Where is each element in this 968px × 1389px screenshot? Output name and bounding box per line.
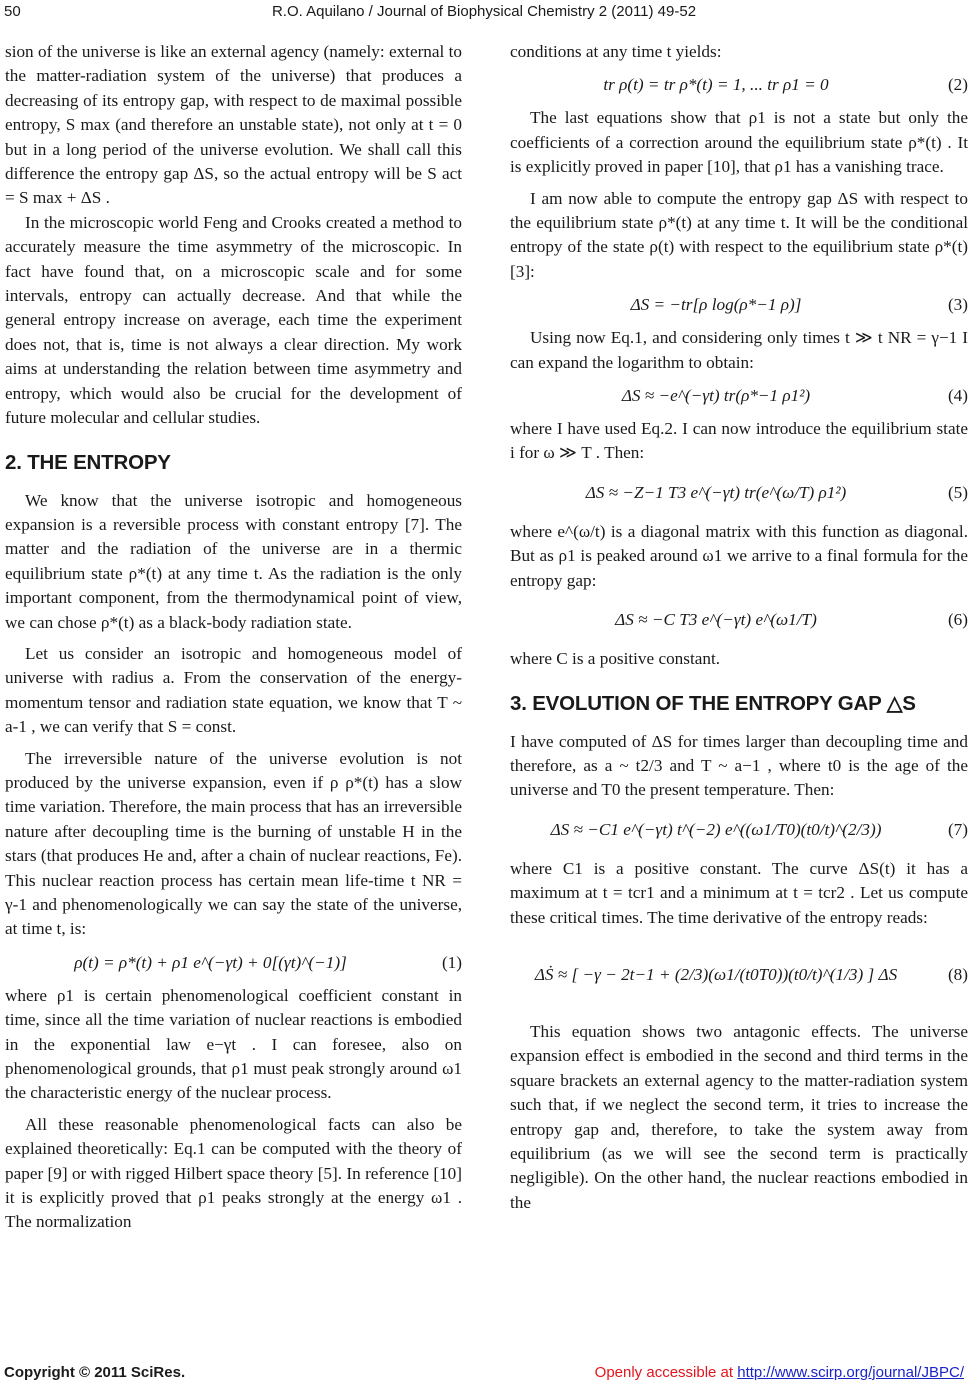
open-access-notice [595,1364,964,1381]
paragraph: The last equations show that ρ1 is not a state but only the coefficients of a correction around the equilibrium state ρ*(t) . It is explicitly proved in paper [10], that ρ1 has a vanishing trace. [510,108,968,177]
equation-6 [510,597,968,643]
equation-body: ρ(t) = ρ*(t) + ρ1 e^(−γt) + 0[(γt)^(−1)] [74,952,347,972]
equation-5 [510,470,968,516]
equation-body: ΔṠ ≈ [ −γ − 2t−1 + (2/3)(ω1/(t0T0))(t0/t)^(1/3) ] ΔS [534,964,898,984]
paragraph: where e^(ω/t) is a diagonal matrix with this function as diagonal. But as ρ1 is peaked around ω1 we arrive to a final formula for the entropy gap: [510,521,968,590]
equation-number: (3) [947,295,968,315]
equation-4 [510,379,968,413]
equation-number: (7) [947,819,968,839]
paragraph: The irreversible nature of the universe evolution is not produced by the universe expansion, even if ρ ρ*(t) has a slow time variation. Therefore, the main process that has an irreversible nature after decoupling time is the burning of unstable H in the stars (that produces He and, after a chain of nuclear reactions, Fe). This nuclear reaction process has certain mean life-time t NR = γ-1 and phenomenologically we can say the state of the universe, at time t, is: [5,748,462,939]
journal-title: R.O. Aquilano / Journal of Biophysical Chemistry 2 (2011) 49-52 [271,3,697,20]
paragraph: We know that the universe isotropic and homogeneous expansion is a reversible process with constant entropy [7]. The matter and the radiation of the universe are in a thermic equilibrium state ρ*(t) at any time t. As the radiation is the only important component, from the thermodynamical point of view, we can chose ρ*(t) as a black-body radiation state. [5,490,462,632]
paragraph: Let us consider an isotropic and homogeneous model of universe with radius a. From the conservation of the energy-momentum tensor and radiation state equation, we know that T ~ a-1 , we can verify that S = const. [5,643,462,737]
copyright-notice: Copyright © 2011 SciRes. [4,1364,186,1381]
equation-body: ΔS = −tr[ρ log(ρ*−1 ρ)] [630,295,802,315]
paragraph: where I have used Eq.2. I can now introduce the equilibrium state i for ω ≫ T . Then: [510,419,968,463]
paragraph: where ρ1 is certain phenomenological coefficient constant in time, since all the time variation of nuclear reactions is embodied in the exponential law e−γt . I can foresee, also on phenomenological grounds, that ρ1 must peak strongly around ω1 the characteristic energy of the nuclear process. [5,985,462,1103]
page-number: 50 [4,3,21,20]
equation-body: ΔS ≈ −Z−1 T3 e^(−γt) tr(e^(ω/T) ρ1²) [585,482,847,502]
equation-3 [510,288,968,322]
equation-7 [510,807,968,853]
paragraph: Using now Eq.1, and considering only times t ≫ t NR = γ−1 I can expand the logarithm to obtain: [510,328,968,372]
paragraph: In the microscopic world Feng and Crooks created a method to accurately measure the time asymmetry of the microscopic. In fact have found that, on a microscopic scale and for some intervals, entropy can actually decrease. And that while the general entropy increase on average, each time the experiment does not, that is, time is not always a clear direction. My work aims at understanding the relation between time asymmetry and entropy, which would also be crucial for the development of future molecular and cellular studies. [5,212,462,428]
journal-link[interactable]: http://www.scirp.org/journal/JBPC/ [737,1364,964,1381]
paragraph: where C is a positive constant. [510,649,721,669]
section-heading-entropy: 2. THE ENTROPY [5,450,171,474]
open-access-prefix: Openly accessible at [594,1364,738,1381]
paragraph: where C1 is a positive constant. The curve ΔS(t) it has a maximum at t = tcr1 and a minimum at t = tcr2 . Let us compute these critical times. The time derivative of the entropy reads: [510,858,968,927]
paragraph: sion of the universe is like an external agency (namely: external to the matter-radiation system of the universe) that produces a decreasing of its entropy gap, with respect to de maximal possible entropy, S max (and therefore an unstable state), not only at t = 0 but in a long period of the universe evolution. We shall call this difference the entropy gap ΔS, so the actual entropy will be S act = S max + ΔS . [5,42,462,208]
paragraph: I have computed of ΔS for times larger than decoupling time and therefore, as a ~ t2/3 and T ~ a−1 , where t0 is the age of the universe and T0 the present temperature. Then: [510,731,968,800]
equation-body: ΔS ≈ −e^(−γt) tr(ρ*−1 ρ1²) [621,386,811,406]
equation-2 [510,68,968,102]
equation-number: (5) [947,482,968,502]
paragraph: All these reasonable phenomenological facts can also be explained theoretically: Eq.1 can be computed with the theory of paper [9] or with rigged Hilbert space theory [5]. In reference [10] it is explicitly proved that ρ1 peaks strongly at the energy ω1 . The normalization [5,1114,462,1232]
page-header [0,0,968,26]
equation-body: tr ρ(t) = tr ρ*(t) = 1, ... tr ρ1 = 0 [603,75,829,95]
equation-number: (6) [947,610,968,630]
paragraph: This equation shows two antagonic effects. The universe expansion effect is embodied in the second and third terms in the square brackets an external agency to the matter-radiation system such that, if we neglect the second term, it tries to increase the entropy gap and, therefore, to take the system away from equilibrium (as we will see the second term is practically negligible). On the other hand, the nuclear reactions embodied in the [510,1021,968,1212]
equation-body: ΔS ≈ −C T3 e^(−γt) e^(ω1/T) [615,610,817,630]
equation-number: (4) [947,386,968,406]
paragraph: conditions at any time t yields: [510,42,722,61]
equation-number: (1) [441,952,462,972]
equation-1 [5,946,462,980]
paragraph: I am now able to compute the entropy gap ΔS with respect to the equilibrium state ρ*(t) at any time t. It will be the conditional entropy of the state ρ(t) with respect to the equilibrium state ρ*(t) [3]: [510,188,968,281]
equation-number: (2) [947,75,968,95]
page-footer [0,1362,968,1386]
left-column [5,40,462,1235]
equation-8 [510,934,968,1016]
equation-number: (8) [947,964,968,984]
right-column [510,40,968,1215]
equation-body: ΔS ≈ −C1 e^(−γt) t^(−2) e^((ω1/T0)(t0/t)^(2/3)) [550,819,882,839]
section-heading-evolution: 3. EVOLUTION OF THE ENTROPY GAP △S [510,691,916,715]
